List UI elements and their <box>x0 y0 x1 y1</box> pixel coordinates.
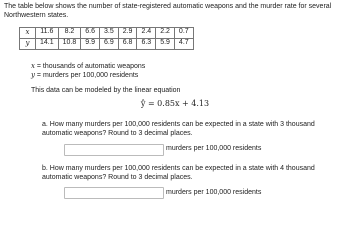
question-a: a. How many murders per 100,000 residents can be expected in a state with 3 thousand automatic weapons? Round to 3 decimal places. <box>42 121 315 137</box>
intro-text: The table below shows the number of state-registered automatic weapons and the murder rate for several Northwestern states. <box>4 3 332 19</box>
table-cell: 6.3 <box>137 38 156 49</box>
linear-equation: ŷ = 0.85x + 4.13 <box>140 99 210 109</box>
row-label-y: y <box>20 38 36 49</box>
table-cell: 2.9 <box>118 27 137 38</box>
table-cell: 6.6 <box>81 27 100 38</box>
table-cell: 2.2 <box>156 27 175 38</box>
table-cell: 6.9 <box>99 38 118 49</box>
table-cell: 10.8 <box>58 38 81 49</box>
answer-unit-a: murders per 100,000 residents <box>166 145 262 153</box>
table-cell: 0.7 <box>174 27 193 38</box>
table-row-y <box>20 38 194 49</box>
answer-input-b[interactable] <box>64 187 164 199</box>
table-cell: 4.7 <box>174 38 193 49</box>
y-variable: y <box>31 70 35 79</box>
question-b: b. How many murders per 100,000 residents can be expected in a state with 4 thousand automatic weapons? Round to 3 decimal places. <box>42 164 315 181</box>
table-row-x <box>20 27 194 38</box>
table-cell: 9.9 <box>81 38 100 49</box>
variable-definitions <box>31 62 346 80</box>
data-table <box>19 27 194 50</box>
answer-row-a <box>64 143 346 157</box>
table-cell: 8.2 <box>58 27 81 38</box>
y-definition <box>31 71 346 80</box>
table-cell: 11.6 <box>36 27 59 38</box>
answer-input-a[interactable] <box>64 144 164 156</box>
y-definition-text: = murders per 100,000 residents <box>34 71 139 79</box>
x-variable: x <box>31 61 35 70</box>
table-cell: 2.4 <box>137 27 156 38</box>
answer-row-b <box>64 186 346 200</box>
table-cell: 14.1 <box>36 38 59 49</box>
x-definition-text: = thousands of automatic weapons <box>34 62 146 70</box>
row-label-x: x <box>20 27 36 38</box>
answer-unit-b: murders per 100,000 residents <box>166 188 262 196</box>
table-cell: 5.9 <box>156 38 175 49</box>
table-cell: 6.8 <box>118 38 137 49</box>
table-cell: 3.5 <box>99 27 118 38</box>
x-definition <box>31 62 346 71</box>
modeled-text: This data can be modeled by the linear equation <box>31 86 181 94</box>
